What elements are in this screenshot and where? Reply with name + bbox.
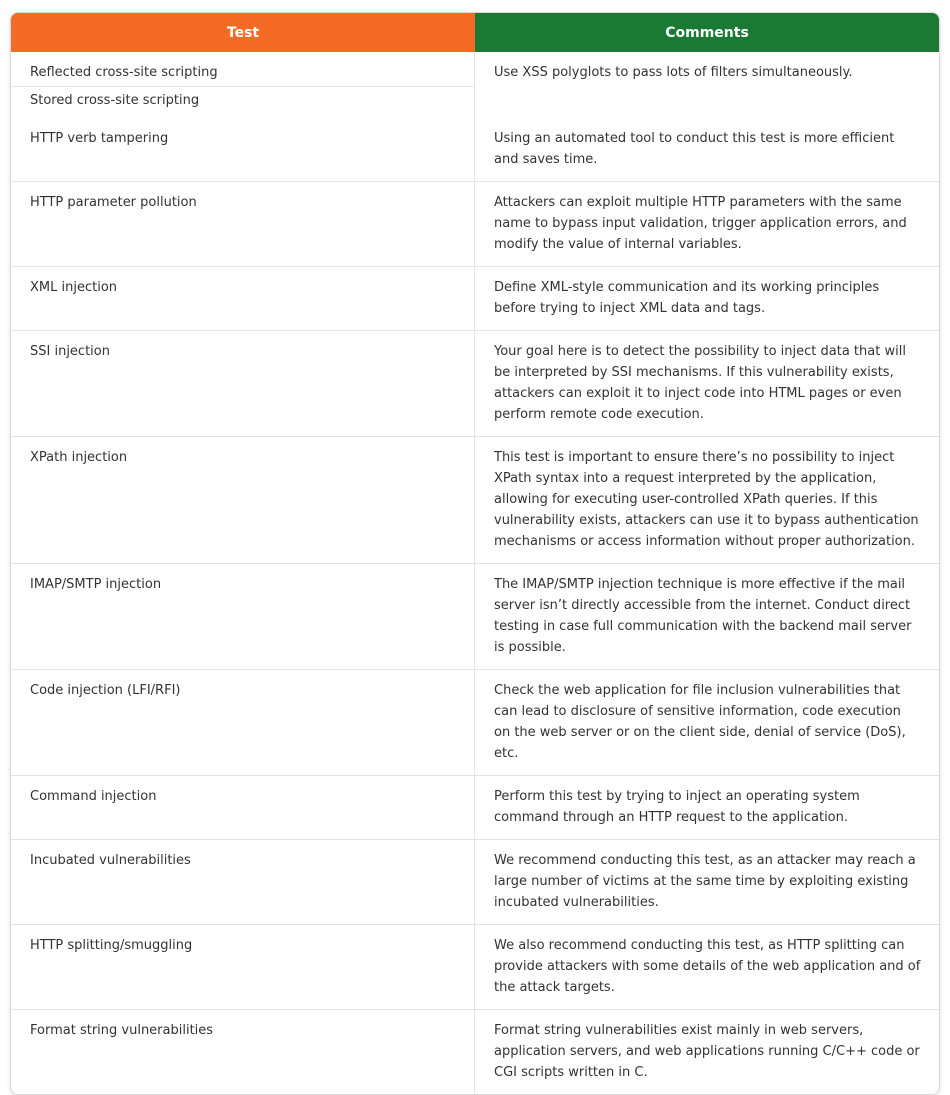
- comment-cell: Using an automated tool to conduct this test is more efficient and saves time.: [494, 131, 895, 167]
- test-cell: XPath injection: [11, 437, 475, 563]
- test-cell: XML injection: [11, 267, 475, 330]
- table-row: [11, 436, 939, 563]
- test-cell: Format string vulnerabilities: [11, 1010, 475, 1094]
- comment-cell: Attackers can exploit multiple HTTP parameters with the same name to bypass input validation, trigger application errors, and modify the value of internal variables.: [494, 195, 907, 252]
- table-row-xss: [11, 52, 939, 118]
- test-cell-group: [11, 52, 475, 118]
- comment-cell: The IMAP/SMTP injection technique is more effective if the mail server isn’t directly accessible from the internet. Conduct direct testing in case full communication with the backend mail server is possible.: [494, 577, 912, 655]
- test-cell: SSI injection: [11, 331, 475, 436]
- table-row: [11, 330, 939, 436]
- table-row: [11, 563, 939, 669]
- table-row: [11, 181, 939, 266]
- test-cell: Incubated vulnerabilities: [11, 840, 475, 924]
- comment-cell: Your goal here is to detect the possibility to inject data that will be interpreted by SSI mechanisms. If this vulnerability exists, attackers can exploit it to inject code into HTML pages or even perform remote code execution.: [494, 344, 906, 422]
- test-cell: HTTP parameter pollution: [11, 182, 475, 266]
- table-row: [11, 118, 939, 181]
- comment-cell: This test is important to ensure there’s no possibility to inject XPath syntax into a request interpreted by the application, allowing for executing user-controlled XPath queries. If this vulnerability exists, attackers can use it to bypass authentication mechanisms or access information without proper authorization.: [494, 450, 919, 549]
- comment-cell: Check the web application for file inclusion vulnerabilities that can lead to disclosure of sensitive information, code execution on the web server or on the client side, denial of service (DoS), etc.: [494, 683, 906, 761]
- test-cell: Command injection: [11, 776, 475, 839]
- table-body: [11, 52, 939, 1094]
- test-cell: Stored cross-site scripting: [11, 86, 474, 118]
- comment-cell: We also recommend conducting this test, as HTTP splitting can provide attackers with some details of the web application and of the attack targets.: [494, 938, 921, 995]
- comment-cell: Use XSS polyglots to pass lots of filters simultaneously.: [494, 65, 853, 80]
- table-row: [11, 839, 939, 924]
- test-cell: Reflected cross-site scripting: [30, 65, 218, 80]
- comment-cell: Format string vulnerabilities exist mainly in web servers, application servers, and web applications running C/C++ code or CGI scripts written in C.: [494, 1023, 920, 1080]
- comment-cell: Perform this test by trying to inject an operating system command through an HTTP request to the application.: [494, 789, 860, 825]
- header-test: Test: [11, 13, 475, 52]
- table-row: [11, 669, 939, 775]
- test-cell: HTTP verb tampering: [11, 118, 475, 181]
- test-cell: HTTP splitting/smuggling: [11, 925, 475, 1009]
- table-row: [11, 775, 939, 839]
- table-header: [11, 13, 939, 52]
- comment-cell: Define XML-style communication and its working principles before trying to inject XML data and tags.: [494, 280, 880, 316]
- table-row: [11, 924, 939, 1009]
- comment-cell: We recommend conducting this test, as an attacker may reach a large number of victims at the same time by exploiting existing incubated vulnerabilities.: [494, 853, 916, 910]
- testing-table: [10, 12, 940, 1095]
- table-row: [11, 266, 939, 330]
- header-comments: Comments: [475, 13, 939, 52]
- table-row: [11, 1009, 939, 1094]
- test-cell: IMAP/SMTP injection: [11, 564, 475, 669]
- test-cell: Code injection (LFI/RFI): [11, 670, 475, 775]
